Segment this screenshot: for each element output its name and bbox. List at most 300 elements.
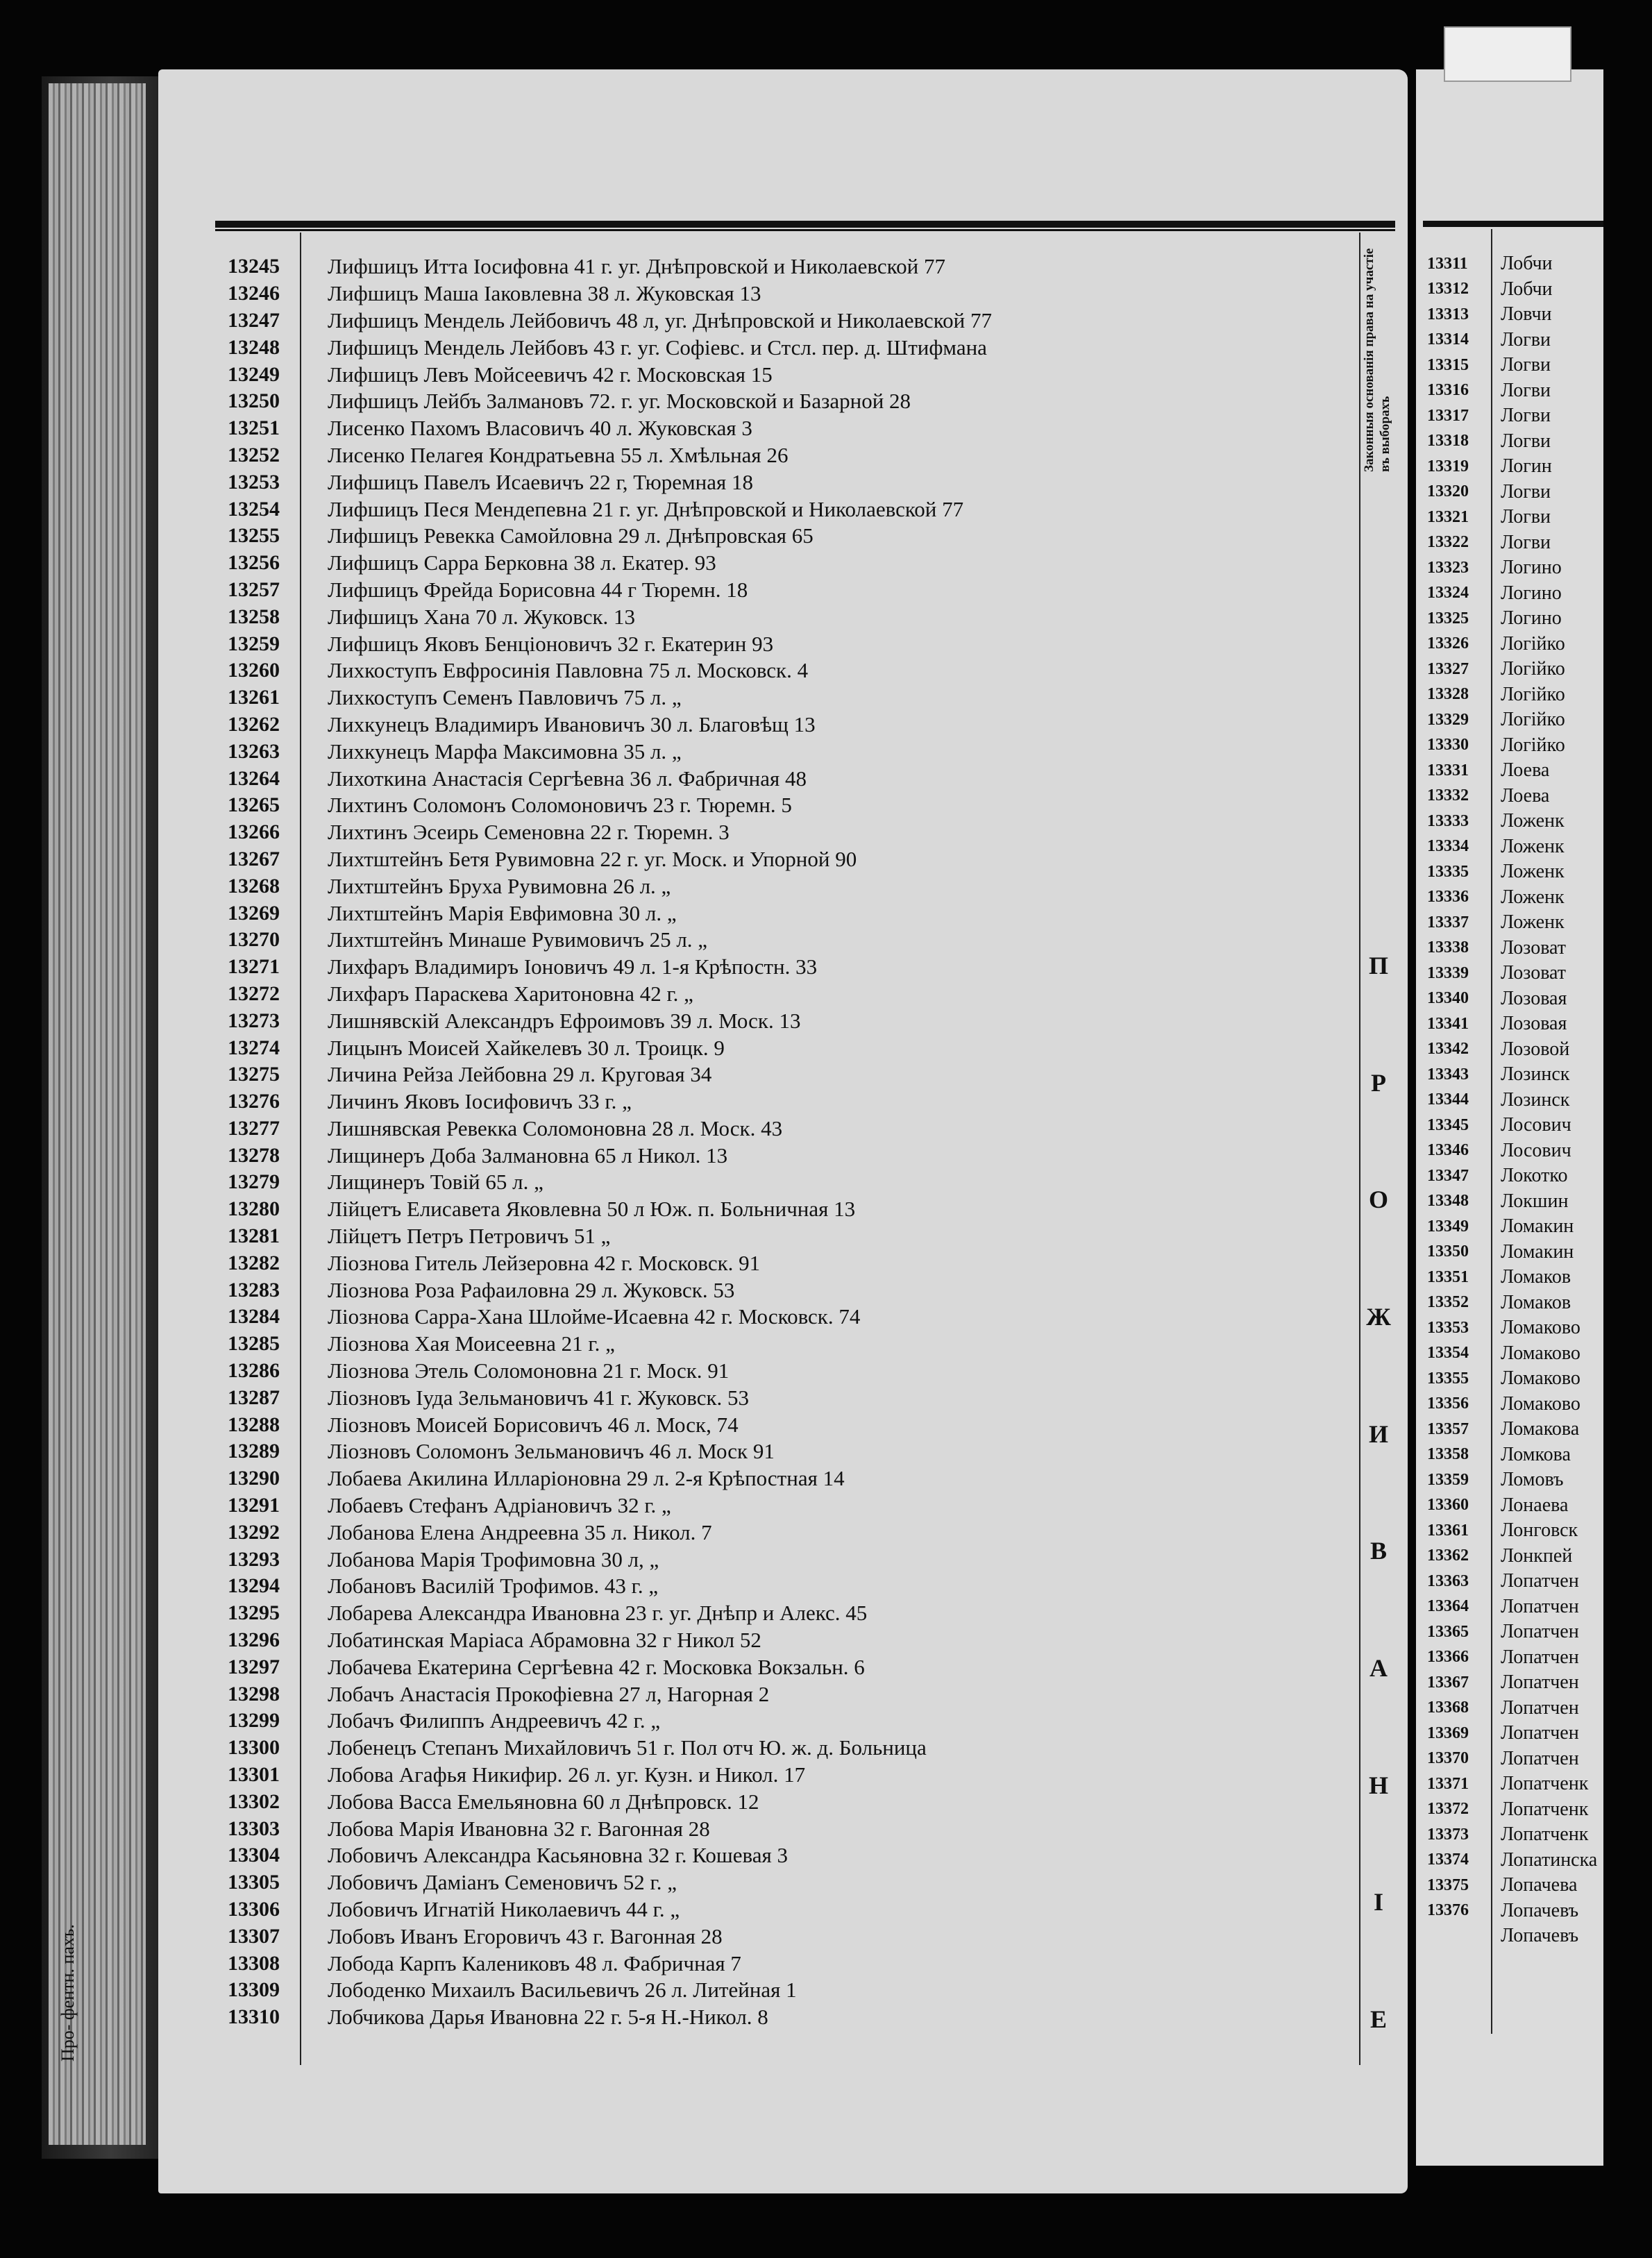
entry-number: 13249 bbox=[228, 362, 280, 386]
entry-number: 13251 bbox=[228, 416, 280, 440]
entry-text: Лобчикова Дарья Ивановна 22 г. 5-я Н.-Никол. 8 bbox=[328, 2005, 768, 2030]
list-item bbox=[222, 1358, 1360, 1385]
list-item bbox=[1422, 353, 1603, 378]
entry-number: 13311 bbox=[1427, 254, 1468, 273]
title-letter: Н bbox=[1368, 1771, 1388, 1799]
entry-text: Лопатчен bbox=[1501, 1621, 1579, 1643]
list-item bbox=[222, 550, 1360, 577]
list-item bbox=[1422, 328, 1603, 353]
entry-number: 13328 bbox=[1427, 685, 1469, 704]
entry-number: 13335 bbox=[1427, 862, 1469, 881]
entry-number: 13365 bbox=[1427, 1622, 1469, 1641]
list-item bbox=[222, 496, 1360, 523]
list-item bbox=[1422, 1721, 1603, 1746]
entry-text: Лопатчен bbox=[1501, 1671, 1579, 1694]
entry-text: Лозинск bbox=[1501, 1063, 1570, 1086]
list-item bbox=[1422, 1594, 1603, 1620]
list-item bbox=[1422, 277, 1603, 303]
entry-text: Ломовъ bbox=[1501, 1469, 1564, 1491]
entry-number: 13288 bbox=[228, 1413, 280, 1436]
list-item bbox=[1422, 910, 1603, 936]
entry-text: Лобовичъ Александра Касьяновна 32 г. Кошевая 3 bbox=[328, 1843, 789, 1868]
right-voter-list bbox=[1422, 251, 1603, 1949]
entry-text: Лозовой bbox=[1501, 1038, 1570, 1060]
entry-number: 13319 bbox=[1427, 457, 1469, 475]
entry-number: 13271 bbox=[228, 955, 280, 979]
entry-number: 13279 bbox=[228, 1170, 280, 1194]
entry-text: Лобенецъ Степанъ Михайловичъ 51 г. Пол отч Ю. ж. д. Больница bbox=[328, 1735, 927, 1760]
list-item bbox=[222, 1061, 1360, 1088]
list-item bbox=[1422, 1493, 1603, 1519]
entry-text: Лобатинская Маріаса Абрамовна 32 г Никол 52 bbox=[328, 1628, 761, 1653]
paper-tab bbox=[1444, 26, 1571, 82]
entry-number: 13302 bbox=[228, 1789, 280, 1813]
entry-number: 13272 bbox=[228, 981, 280, 1005]
entry-text: Лобода Карпъ Калениковъ 48 л. Фабричная 7 bbox=[328, 1951, 741, 1975]
entry-text: Лобовъ Иванъ Егоровичъ 43 г. Вагонная 28 bbox=[328, 1923, 723, 1948]
list-item bbox=[1422, 1771, 1603, 1797]
list-item bbox=[222, 684, 1360, 711]
spine-label: Про- фентн. пахъ. bbox=[58, 1924, 78, 2062]
entry-text: Лоева bbox=[1501, 784, 1550, 807]
entry-number: 13298 bbox=[228, 1682, 280, 1705]
entry-text: Лобова Марія Ивановна 32 г. Вагонная 28 bbox=[328, 1816, 710, 1841]
list-item bbox=[1422, 1746, 1603, 1772]
entry-number: 13329 bbox=[1427, 710, 1469, 729]
entry-number: 13358 bbox=[1427, 1445, 1469, 1464]
entry-text: Лифшицъ Сарра Берковна 38 л. Екатер. 93 bbox=[328, 550, 716, 575]
entry-number: 13258 bbox=[228, 605, 280, 628]
list-item bbox=[1422, 403, 1603, 429]
list-item bbox=[222, 334, 1360, 361]
entry-text: Лосович bbox=[1501, 1114, 1571, 1136]
entry-text: Логви bbox=[1501, 328, 1551, 351]
list-item bbox=[222, 1708, 1360, 1735]
list-item bbox=[1422, 1873, 1603, 1898]
list-item bbox=[1422, 1923, 1603, 1949]
entry-number: 13291 bbox=[228, 1494, 280, 1517]
entry-number: 13267 bbox=[228, 847, 280, 870]
entry-text: Лонговск bbox=[1501, 1519, 1578, 1542]
list-item bbox=[222, 388, 1360, 415]
entry-number: 13286 bbox=[228, 1359, 280, 1383]
entry-text: Логино bbox=[1501, 607, 1562, 630]
entry-text: Логви bbox=[1501, 430, 1551, 452]
entry-number: 13297 bbox=[228, 1655, 280, 1678]
entry-text: Лопатчен bbox=[1501, 1722, 1579, 1744]
entry-text: Лопачева bbox=[1501, 1874, 1578, 1896]
entry-text: Лифшицъ Маша Іаковлевна 38 л. Жуковская 13 bbox=[328, 281, 761, 306]
entry-number: 13278 bbox=[228, 1143, 280, 1167]
entry-text: Лопатчен bbox=[1501, 1595, 1579, 1617]
entry-number: 13361 bbox=[1427, 1521, 1469, 1540]
list-item bbox=[1422, 784, 1603, 809]
entry-text: Лобова Агафья Никифир. 26 л. уг. Кузн. и Никол. 17 bbox=[328, 1762, 806, 1787]
entry-text: Ліознова Хая Моисеевна 21 г. „ bbox=[328, 1331, 615, 1356]
entry-number: 13299 bbox=[228, 1709, 280, 1733]
entry-number: 13320 bbox=[1427, 482, 1469, 501]
list-item bbox=[1422, 834, 1603, 860]
entry-text: Лобаева Акилина Илларіоновна 29 л. 2-я Крѣпостная 14 bbox=[328, 1466, 845, 1491]
title-letter: Е bbox=[1369, 2005, 1387, 2033]
entry-number: 13357 bbox=[1427, 1419, 1469, 1438]
title-letter: И bbox=[1368, 1419, 1388, 1448]
list-item bbox=[222, 1196, 1360, 1223]
list-item bbox=[222, 469, 1360, 496]
entry-number: 13342 bbox=[1427, 1040, 1469, 1059]
entry-number: 13352 bbox=[1427, 1293, 1469, 1312]
entry-text: Ложенк bbox=[1501, 835, 1565, 857]
entry-text: Ломаково bbox=[1501, 1367, 1581, 1390]
list-item bbox=[222, 1519, 1360, 1546]
list-item bbox=[222, 738, 1360, 765]
list-item bbox=[222, 1169, 1360, 1196]
entry-text: Логійко bbox=[1501, 709, 1565, 731]
entry-text: Логійко bbox=[1501, 683, 1565, 705]
entry-text: Лопатчен bbox=[1501, 1696, 1579, 1719]
list-item bbox=[1422, 1037, 1603, 1063]
entry-number: 13345 bbox=[1427, 1115, 1469, 1134]
list-item bbox=[222, 1142, 1360, 1169]
list-item bbox=[222, 280, 1360, 307]
entry-text: Лобчи bbox=[1501, 253, 1553, 275]
entry-text: Лобовичъ Игнатій Николаевичъ 44 г. „ bbox=[328, 1897, 680, 1921]
entry-text: Лопатчен bbox=[1501, 1646, 1579, 1668]
entry-number: 13305 bbox=[228, 1871, 280, 1894]
entry-number: 13348 bbox=[1427, 1192, 1469, 1211]
list-item bbox=[222, 1115, 1360, 1143]
title-letter: Ж bbox=[1366, 1302, 1391, 1331]
list-item bbox=[1422, 682, 1603, 708]
entry-text: Лихкоступъ Евфросинія Павловна 75 л. Московск. 4 bbox=[328, 658, 809, 683]
entry-text: Личинъ Яковъ Іосифовичъ 33 г. „ bbox=[328, 1089, 632, 1114]
list-item bbox=[222, 1735, 1360, 1762]
entry-number: 13346 bbox=[1427, 1141, 1469, 1160]
entry-text: Ліознова Сарра-Хана Шлойме-Исаевна 42 г. Московск. 74 bbox=[328, 1304, 861, 1329]
list-item bbox=[1422, 707, 1603, 733]
entry-text: Лопатченк bbox=[1501, 1773, 1589, 1795]
entry-number: 13337 bbox=[1427, 913, 1469, 932]
entry-number: 13326 bbox=[1427, 634, 1469, 653]
column-header: Законныя основанія права на участіе въ выборахъ bbox=[1362, 248, 1392, 472]
entry-text: Лосович bbox=[1501, 1139, 1571, 1161]
entry-text: Лицынъ Моисей Хайкелевъ 30 л. Троицк. 9 bbox=[328, 1035, 725, 1060]
entry-number: 13359 bbox=[1427, 1470, 1469, 1489]
entry-number: 13281 bbox=[228, 1224, 280, 1248]
list-item bbox=[222, 603, 1360, 630]
entry-text: Логино bbox=[1501, 582, 1562, 604]
entry-number: 13367 bbox=[1427, 1673, 1469, 1692]
list-item bbox=[222, 1438, 1360, 1465]
entry-number: 13270 bbox=[228, 928, 280, 952]
list-item bbox=[1422, 859, 1603, 885]
list-item bbox=[222, 981, 1360, 1008]
entry-text: Ломаково bbox=[1501, 1342, 1581, 1364]
entry-number: 13261 bbox=[228, 686, 280, 709]
entry-number: 13336 bbox=[1427, 888, 1469, 907]
entry-text: Лонкпей bbox=[1501, 1544, 1573, 1567]
entry-text: Лихтштейнъ Бетя Рувимовна 22 г. уг. Моск. и Упорной 90 bbox=[328, 846, 857, 871]
entry-number: 13304 bbox=[228, 1844, 280, 1867]
entry-text: Лобарева Александра Ивановна 23 г. уг. Днѣпр и Алекс. 45 bbox=[328, 1601, 868, 1626]
entry-number: 13256 bbox=[228, 551, 280, 575]
entry-number: 13247 bbox=[228, 308, 280, 332]
entry-text: Лифшицъ Песя Мендепевна 21 г. уг. Днѣпровской и Николаевской 77 bbox=[328, 496, 964, 521]
entry-text: Лишнявская Ревекка Соломоновна 28 л. Моск. 43 bbox=[328, 1115, 783, 1140]
list-item bbox=[1422, 1898, 1603, 1924]
list-item bbox=[222, 873, 1360, 900]
entry-number: 13287 bbox=[228, 1385, 280, 1409]
list-item bbox=[222, 1034, 1360, 1061]
entry-text: Лоева bbox=[1501, 759, 1550, 782]
list-item bbox=[1422, 1189, 1603, 1215]
entry-number: 13262 bbox=[228, 712, 280, 736]
entry-text: Лобовичъ Даміанъ Семеновичъ 52 г. „ bbox=[328, 1870, 677, 1895]
entry-number: 13364 bbox=[1427, 1597, 1469, 1616]
entry-text: Лопатченк bbox=[1501, 1798, 1589, 1820]
entry-number: 13355 bbox=[1427, 1369, 1469, 1388]
entry-number: 13289 bbox=[228, 1440, 280, 1463]
entry-text: Логви bbox=[1501, 405, 1551, 427]
list-item bbox=[1422, 1088, 1603, 1113]
list-item bbox=[222, 1277, 1360, 1304]
list-item bbox=[222, 927, 1360, 954]
list-item bbox=[222, 1223, 1360, 1250]
entry-text: Ломаков bbox=[1501, 1291, 1571, 1313]
entry-number: 13347 bbox=[1427, 1166, 1469, 1185]
list-item bbox=[222, 1815, 1360, 1842]
entry-number: 13317 bbox=[1427, 406, 1469, 425]
list-item bbox=[222, 253, 1360, 280]
header-rule bbox=[215, 221, 1395, 228]
list-item bbox=[1422, 302, 1603, 328]
entry-text: Лифшицъ Павелъ Исаевичъ 22 г, Тюремная 18 bbox=[328, 469, 754, 494]
entry-text: Лобанова Елена Андреевна 35 л. Никол. 7 bbox=[328, 1519, 712, 1544]
list-item bbox=[222, 1762, 1360, 1789]
entry-number: 13266 bbox=[228, 820, 280, 844]
entry-number: 13354 bbox=[1427, 1344, 1469, 1363]
list-item bbox=[1422, 1011, 1603, 1037]
entry-text: Лозинск bbox=[1501, 1088, 1570, 1111]
title-letter: П bbox=[1368, 952, 1388, 979]
entry-text: Ловчи bbox=[1501, 303, 1552, 326]
list-item bbox=[1422, 480, 1603, 505]
list-item bbox=[222, 765, 1360, 792]
list-item bbox=[1422, 1290, 1603, 1316]
entry-text: Лихтштейнъ Бруха Рувимовна 26 л. „ bbox=[328, 873, 671, 898]
list-item bbox=[222, 1788, 1360, 1815]
entry-text: Логви bbox=[1501, 354, 1551, 376]
entry-number: 13322 bbox=[1427, 533, 1469, 552]
list-item bbox=[222, 415, 1360, 442]
list-item bbox=[222, 442, 1360, 469]
entry-text: Ломаково bbox=[1501, 1317, 1581, 1339]
entry-text: Ломакин bbox=[1501, 1215, 1574, 1238]
entry-number: 13301 bbox=[228, 1763, 280, 1787]
entry-text: Логви bbox=[1501, 480, 1551, 503]
entry-text: Лихкунецъ Владимиръ Ивановичъ 30 л. Благовѣщ 13 bbox=[328, 711, 816, 736]
entry-number: 13275 bbox=[228, 1063, 280, 1086]
list-item bbox=[222, 1331, 1360, 1358]
entry-text: Ложенк bbox=[1501, 861, 1565, 883]
entry-text: Лонаева bbox=[1501, 1494, 1569, 1516]
entry-number: 13372 bbox=[1427, 1800, 1469, 1819]
entry-text: Ліозновъ Соломонъ Зельмановичъ 46 л. Моск 91 bbox=[328, 1439, 775, 1464]
entry-number: 13369 bbox=[1427, 1724, 1469, 1742]
column-title bbox=[1362, 951, 1395, 2034]
entry-number: 13309 bbox=[228, 1978, 280, 2002]
list-item bbox=[222, 1680, 1360, 1708]
entry-text: Ложенк bbox=[1501, 886, 1565, 908]
entry-text: Логійко bbox=[1501, 632, 1565, 655]
entry-number: 13253 bbox=[228, 470, 280, 494]
list-item bbox=[1422, 1240, 1603, 1265]
list-item bbox=[1422, 1467, 1603, 1493]
list-item bbox=[222, 846, 1360, 873]
entry-number: 13254 bbox=[228, 497, 280, 521]
list-item bbox=[222, 1411, 1360, 1438]
entry-text: Лищинеръ Доба Залмановна 65 л Никол. 13 bbox=[328, 1143, 728, 1168]
entry-text: Ложенк bbox=[1501, 911, 1565, 934]
list-item bbox=[222, 2004, 1360, 2031]
list-item bbox=[222, 1923, 1360, 1950]
entry-text: Ломкова bbox=[1501, 1443, 1571, 1465]
entry-number: 13362 bbox=[1427, 1547, 1469, 1565]
entry-text: Лихтинъ Соломонъ Соломоновичъ 23 г. Тюремн. 5 bbox=[328, 793, 792, 818]
list-item bbox=[222, 711, 1360, 739]
list-item bbox=[1422, 581, 1603, 607]
entry-text: Лопачевъ bbox=[1501, 1925, 1579, 1947]
list-item bbox=[1422, 1544, 1603, 1569]
entry-text: Лободенко Михаилъ Васильевичъ 26 л. Литейная 1 bbox=[328, 1978, 797, 2003]
title-letter: І bbox=[1373, 1888, 1383, 1916]
entry-text: Лозовая bbox=[1501, 987, 1567, 1009]
entry-text: Лозоват bbox=[1501, 936, 1566, 959]
entry-text: Лифшицъ Итта Іосифовна 41 г. уг. Днѣпровской и Николаевской 77 bbox=[328, 254, 945, 279]
entry-number: 13334 bbox=[1427, 837, 1469, 856]
list-item bbox=[1422, 1138, 1603, 1164]
entry-text: Логви bbox=[1501, 379, 1551, 401]
entry-number: 13331 bbox=[1427, 761, 1469, 780]
entry-number: 13323 bbox=[1427, 558, 1469, 577]
list-item bbox=[1422, 1569, 1603, 1594]
entry-number: 13307 bbox=[228, 1924, 280, 1948]
list-item bbox=[1422, 1366, 1603, 1392]
entry-text: Лихтштейнъ Минаше Рувимовичъ 25 л. „ bbox=[328, 927, 708, 952]
list-item bbox=[1422, 1214, 1603, 1240]
list-item bbox=[222, 577, 1360, 604]
entry-number: 13330 bbox=[1427, 736, 1469, 755]
list-item bbox=[1422, 1518, 1603, 1544]
list-item bbox=[1422, 530, 1603, 556]
list-item bbox=[1422, 986, 1603, 1012]
list-item bbox=[1422, 758, 1603, 784]
entry-number: 13265 bbox=[228, 793, 280, 817]
right-header-rule bbox=[1423, 221, 1603, 227]
entry-text: Лихфаръ Параскева Харитоновна 42 г. „ bbox=[328, 981, 693, 1006]
entry-number: 13360 bbox=[1427, 1496, 1469, 1515]
entry-number: 13374 bbox=[1427, 1851, 1469, 1869]
entry-text: Ліозновъ Іуда Зельмановичъ 41 г. Жуковск. 53 bbox=[328, 1385, 750, 1410]
entry-number: 13257 bbox=[228, 578, 280, 601]
entry-text: Лійцетъ Елисавета Яковлевна 50 л Юж. п. Больничная 13 bbox=[328, 1197, 856, 1222]
list-item bbox=[222, 1896, 1360, 1923]
entry-number: 13327 bbox=[1427, 659, 1469, 678]
entry-text: Лишнявскій Александръ Ефроимовъ 39 л. Моск. 13 bbox=[328, 1008, 801, 1033]
list-item bbox=[1422, 1645, 1603, 1671]
entry-number: 13282 bbox=[228, 1251, 280, 1274]
entry-text: Логви bbox=[1501, 531, 1551, 553]
entry-text: Ліознова Этель Соломоновна 21 г. Моск. 91 bbox=[328, 1358, 730, 1383]
entry-text: Логійко bbox=[1501, 734, 1565, 756]
list-item bbox=[1422, 1163, 1603, 1189]
entry-text: Лифшицъ Фрейда Борисовна 44 г Тюремн. 18 bbox=[328, 577, 748, 602]
entry-text: Лихкунецъ Марфа Максимовна 35 л. „ bbox=[328, 739, 682, 764]
list-item bbox=[1422, 378, 1603, 404]
list-item bbox=[1422, 1113, 1603, 1138]
entry-number: 13315 bbox=[1427, 355, 1469, 374]
entry-number: 13277 bbox=[228, 1116, 280, 1140]
entry-number: 13246 bbox=[228, 282, 280, 305]
entry-number: 13314 bbox=[1427, 330, 1469, 349]
entry-text: Логійко bbox=[1501, 658, 1565, 680]
entry-number: 13312 bbox=[1427, 280, 1469, 298]
entry-number: 13344 bbox=[1427, 1090, 1469, 1109]
list-item bbox=[222, 1007, 1360, 1034]
entry-number: 13373 bbox=[1427, 1825, 1469, 1844]
entry-number: 13296 bbox=[228, 1628, 280, 1652]
entry-text: Лисенко Пахомъ Власовичъ 40 л. Жуковская 3 bbox=[328, 416, 752, 441]
entry-number: 13285 bbox=[228, 1332, 280, 1356]
list-item bbox=[1422, 1417, 1603, 1442]
entry-text: Ломакова bbox=[1501, 1418, 1580, 1440]
list-item bbox=[222, 792, 1360, 819]
list-item bbox=[1422, 936, 1603, 961]
entry-text: Лобановъ Василій Трофимов. 43 г. „ bbox=[328, 1574, 659, 1599]
entry-number: 13293 bbox=[228, 1547, 280, 1571]
title-letter: О bbox=[1368, 1186, 1388, 1214]
entry-text: Лищинеръ Товій 65 л. „ bbox=[328, 1170, 543, 1195]
list-item bbox=[222, 1600, 1360, 1627]
entry-text: Лихоткина Анастасія Сергѣевна 36 л. Фабричная 48 bbox=[328, 766, 807, 791]
header-rule-thin bbox=[215, 229, 1395, 231]
list-item bbox=[222, 1977, 1360, 2004]
list-item bbox=[222, 523, 1360, 550]
list-item bbox=[1422, 1670, 1603, 1696]
entry-number: 13350 bbox=[1427, 1242, 1469, 1261]
entry-text: Лопатчен bbox=[1501, 1570, 1579, 1592]
list-item bbox=[1422, 1822, 1603, 1848]
entry-number: 13353 bbox=[1427, 1318, 1469, 1337]
entry-text: Лобанова Марія Трофимовна 30 л, „ bbox=[328, 1547, 659, 1572]
entry-number: 13341 bbox=[1427, 1014, 1469, 1033]
list-item bbox=[1422, 1848, 1603, 1873]
entry-number: 13376 bbox=[1427, 1901, 1469, 1920]
entry-number: 13310 bbox=[228, 2005, 280, 2029]
entry-text: Лозовая bbox=[1501, 1013, 1567, 1035]
list-item bbox=[1422, 1265, 1603, 1290]
entry-text: Лифшицъ Яковъ Бенціоновичъ 32 г. Екатерин 93 bbox=[328, 631, 774, 656]
entry-number: 13280 bbox=[228, 1197, 280, 1221]
entry-number: 13343 bbox=[1427, 1065, 1469, 1084]
entry-number: 13284 bbox=[228, 1305, 280, 1329]
entry-number: 13260 bbox=[228, 659, 280, 682]
list-item bbox=[222, 819, 1360, 846]
entry-text: Логин bbox=[1501, 455, 1552, 478]
entry-number: 13370 bbox=[1427, 1749, 1469, 1768]
entry-number: 13351 bbox=[1427, 1267, 1469, 1286]
entry-number: 13318 bbox=[1427, 432, 1469, 450]
